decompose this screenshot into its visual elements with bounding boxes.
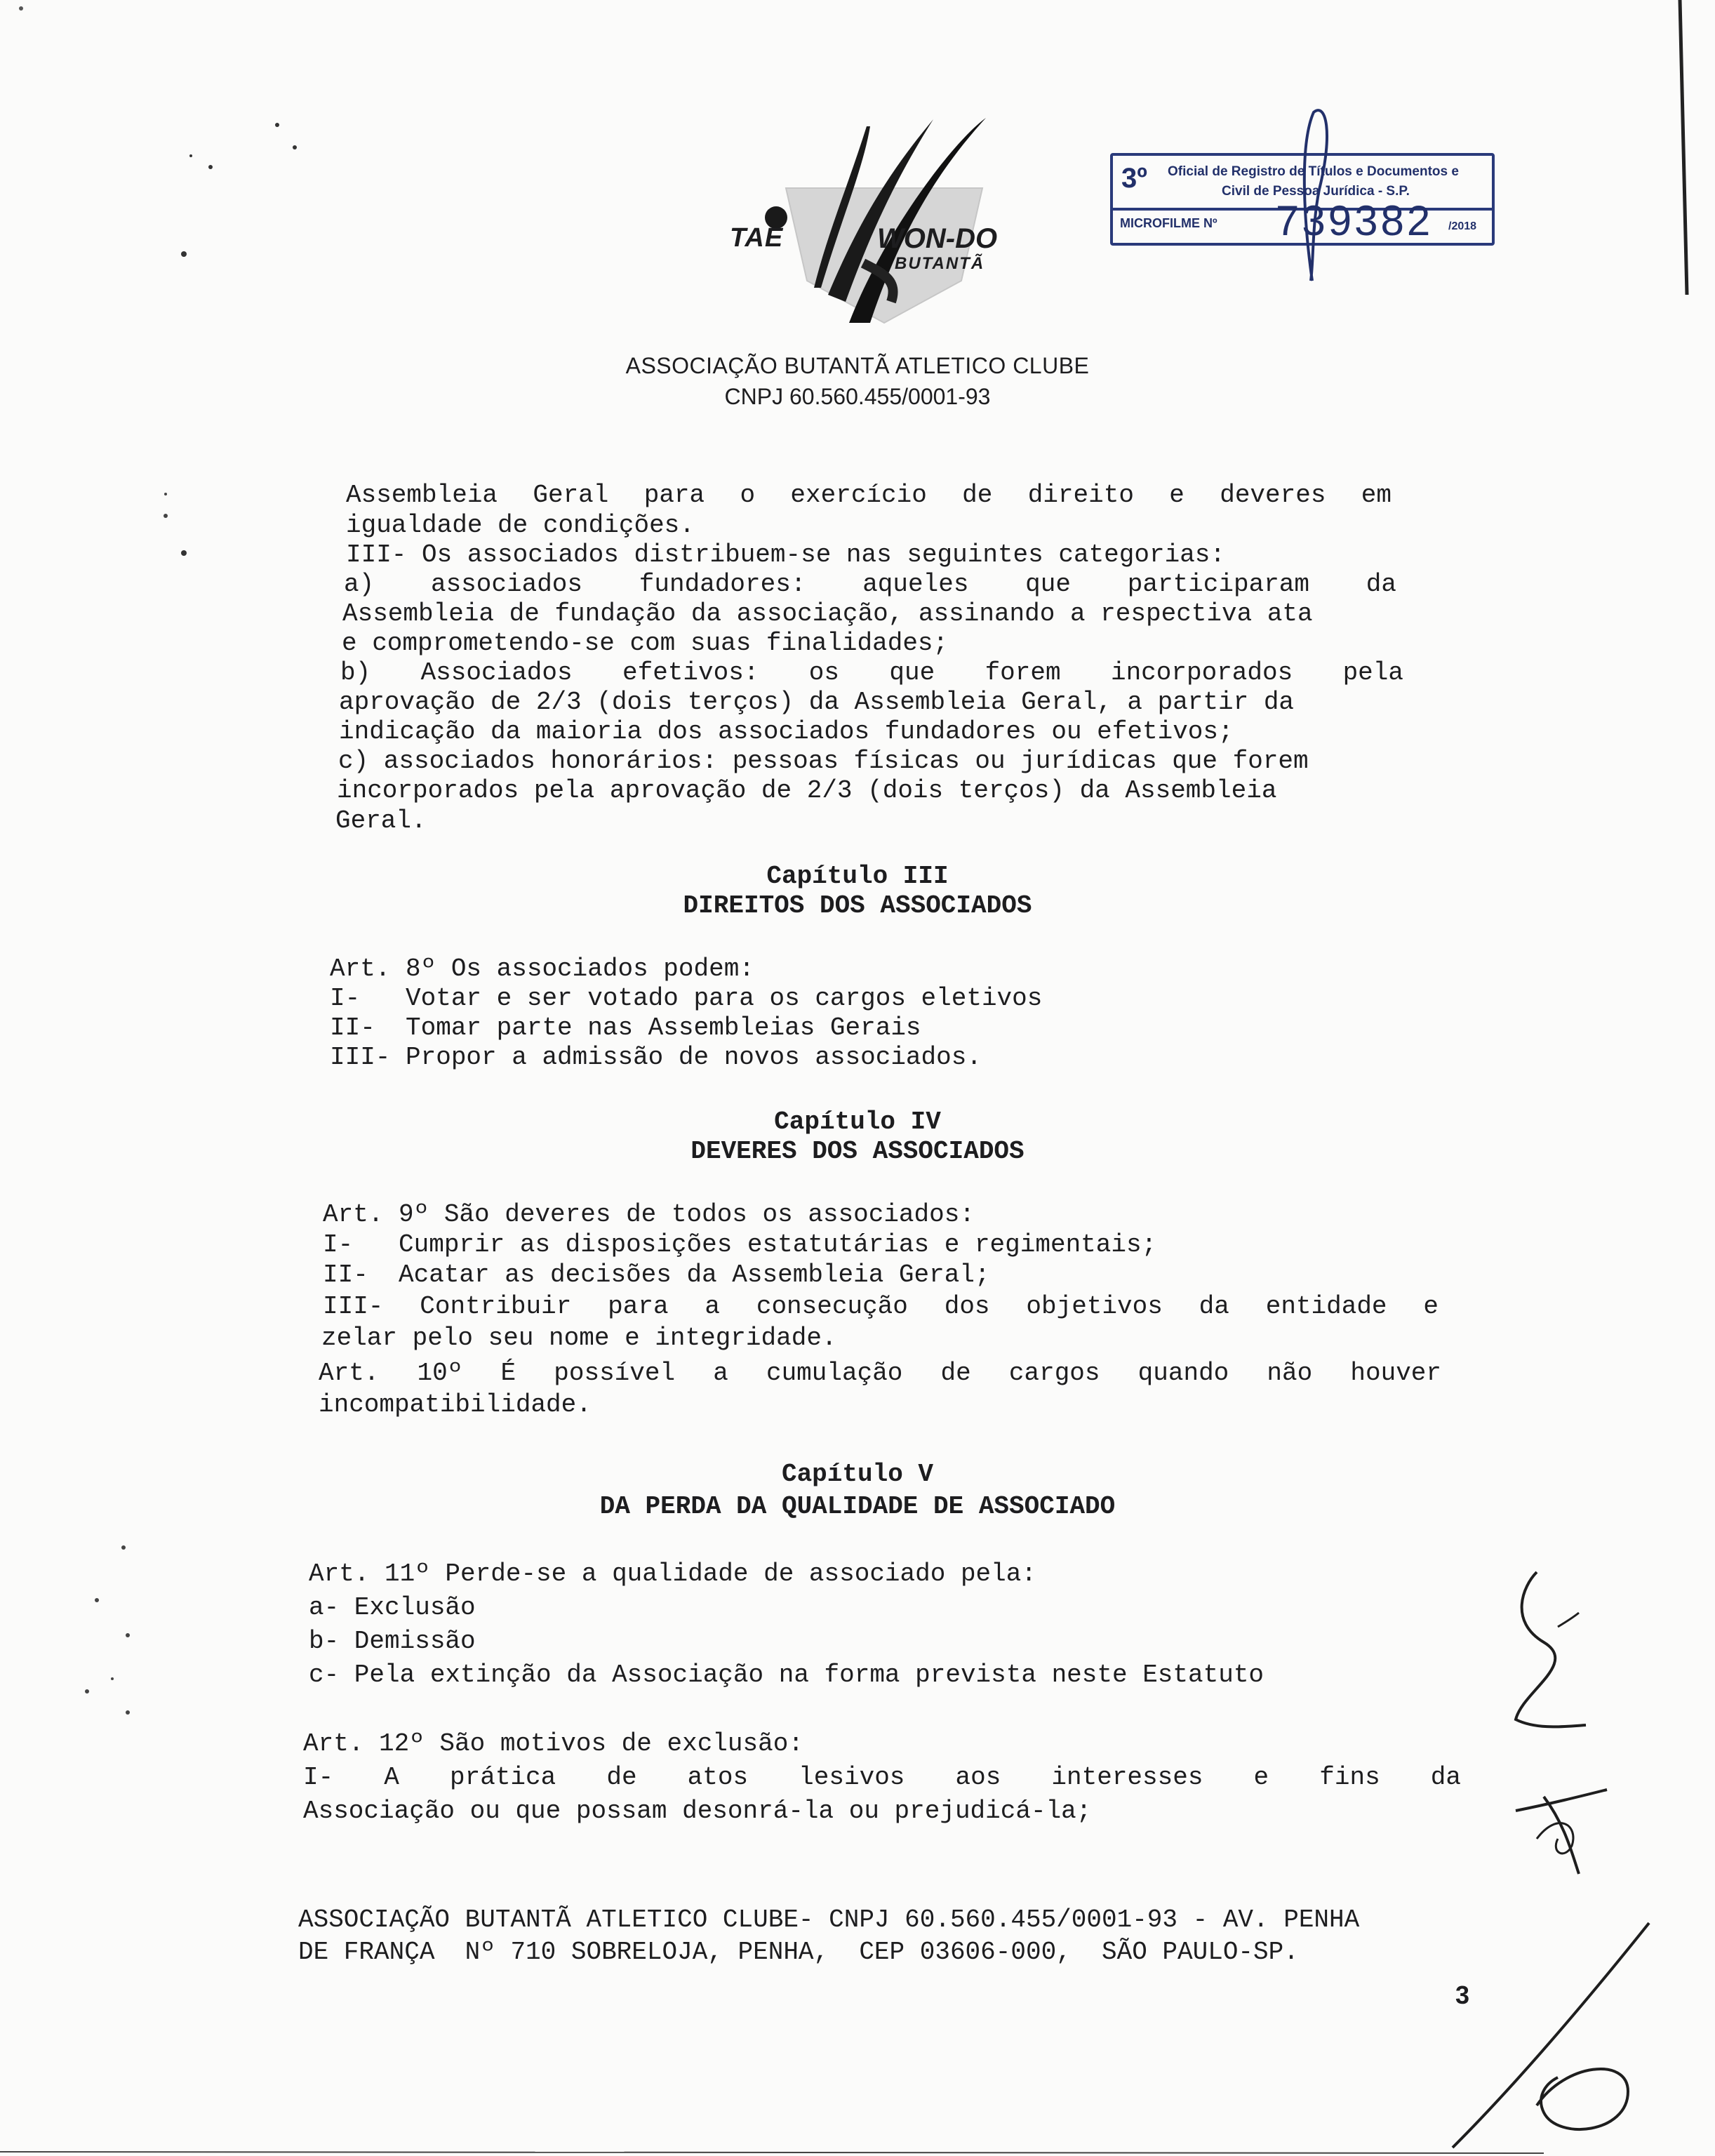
art10-line: Art. 10º É possível a cumulação de cargos quando não houver bbox=[319, 1359, 1441, 1388]
organization-name: ASSOCIAÇÃO BUTANTÃ ATLETICO CLUBE bbox=[625, 353, 1090, 378]
stamp-year: /2018 bbox=[1448, 220, 1477, 232]
stamp-microfilm-label: MICROFILME Nº bbox=[1120, 216, 1217, 230]
text-line: Geral. bbox=[335, 806, 427, 835]
stamp-office-line1: Oficial de Registro de Títulos e Documentos e bbox=[1168, 164, 1459, 179]
art12-line: Associação ou que possam desonrá-la ou prejudicá-la; bbox=[303, 1797, 1092, 1825]
art9-line: III- Contribuir para a consecução dos objetivos da entidade e bbox=[323, 1292, 1439, 1321]
art9-line: II- Acatar as decisões da Assembleia Geral; bbox=[323, 1260, 990, 1289]
art11-line: a- Exclusão bbox=[309, 1593, 476, 1622]
text-line: c) associados honorários: pessoas físicas ou jurídicas que forem bbox=[338, 747, 1309, 776]
footer-address-line1: ASSOCIAÇÃO BUTANTÃ ATLETICO CLUBE- CNPJ 60.560.455/0001-93 - AV. PENHA bbox=[298, 1905, 1360, 1934]
chapter-3-subtitle: DIREITOS DOS ASSOCIADOS bbox=[683, 891, 1032, 920]
art10-line: incompatibilidade. bbox=[319, 1390, 592, 1419]
art8-line: I- Votar e ser votado para os cargos eletivos bbox=[330, 984, 1043, 1013]
text-line: Assembleia de fundação da associação, assinando a respectiva ata bbox=[342, 599, 1313, 628]
text-line: incorporados pela aprovação de 2/3 (dois terços) da Assembleia bbox=[337, 776, 1277, 805]
text-line: igualdade de condições. bbox=[346, 511, 695, 540]
chapter-4-title: Capítulo IV bbox=[774, 1107, 941, 1136]
text-line: aprovação de 2/3 (dois terços) da Assembleia Geral, a partir da bbox=[339, 688, 1295, 717]
logo-text-wondo: WON-DO bbox=[877, 223, 998, 254]
text-line: indicação da maioria dos associados fundadores ou efetivos; bbox=[339, 717, 1234, 746]
art11-line: Art. 11º Perde-se a qualidade de associado pela: bbox=[309, 1559, 1036, 1588]
chapter-3-title: Capítulo III bbox=[766, 862, 949, 891]
text-line: Assembleia Geral para o exercício de direito e deveres em bbox=[346, 481, 1392, 510]
logo-text-tae: TAE bbox=[730, 223, 784, 253]
art11-line: c- Pela extinção da Associação na forma prevista neste Estatuto bbox=[309, 1661, 1264, 1689]
art12-line: I- A prática de atos lesivos aos interesses e fins da bbox=[303, 1763, 1461, 1792]
stamp-logo: 3º bbox=[1121, 163, 1147, 194]
logo-text-butanta: BUTANTÃ bbox=[895, 254, 985, 273]
art9-line: Art. 9º São deveres de todos os associados: bbox=[323, 1200, 975, 1229]
footer-address-line2: DE FRANÇA Nº 710 SOBRELOJA, PENHA, CEP 03606-000, SÃO PAULO-SP. bbox=[298, 1938, 1299, 1967]
handwritten-initials bbox=[1439, 1558, 1715, 2156]
chapter-5-title: Capítulo V bbox=[781, 1460, 934, 1489]
art9-line: I- Cumprir as disposições estatutárias e regimentais; bbox=[323, 1230, 1157, 1259]
art11-line: b- Demissão bbox=[309, 1627, 476, 1656]
stamp-signature bbox=[1270, 105, 1354, 288]
art8-line: III- Propor a admissão de novos associados. bbox=[330, 1043, 982, 1072]
text-line: b) Associados efetivos: os que forem incorporados pela bbox=[340, 658, 1403, 687]
page-number: 3 bbox=[1455, 1981, 1470, 2009]
text-line: a) associados fundadores: aqueles que participaram da bbox=[344, 570, 1396, 599]
stamp-office-line2: Civil de Pessoa Jurídica - S.P. bbox=[1222, 184, 1410, 199]
art12-line: Art. 12º São motivos de exclusão: bbox=[303, 1729, 803, 1758]
chapter-5-subtitle: DA PERDA DA QUALIDADE DE ASSOCIADO bbox=[599, 1492, 1116, 1521]
text-line: e comprometendo-se com suas finalidades; bbox=[342, 629, 949, 658]
chapter-4-subtitle: DEVERES DOS ASSOCIADOS bbox=[690, 1137, 1025, 1166]
stamp-microfilm-number: 739382 bbox=[1276, 197, 1434, 244]
art8-line: II- Tomar parte nas Assembleias Gerais bbox=[330, 1013, 921, 1042]
organization-cnpj: CNPJ 60.560.455/0001-93 bbox=[724, 384, 991, 409]
art8-line: Art. 8º Os associados podem: bbox=[330, 954, 754, 983]
art9-line: zelar pelo seu nome e integridade. bbox=[321, 1324, 837, 1352]
text-line: III- Os associados distribuem-se nas seguintes categorias: bbox=[346, 540, 1226, 569]
